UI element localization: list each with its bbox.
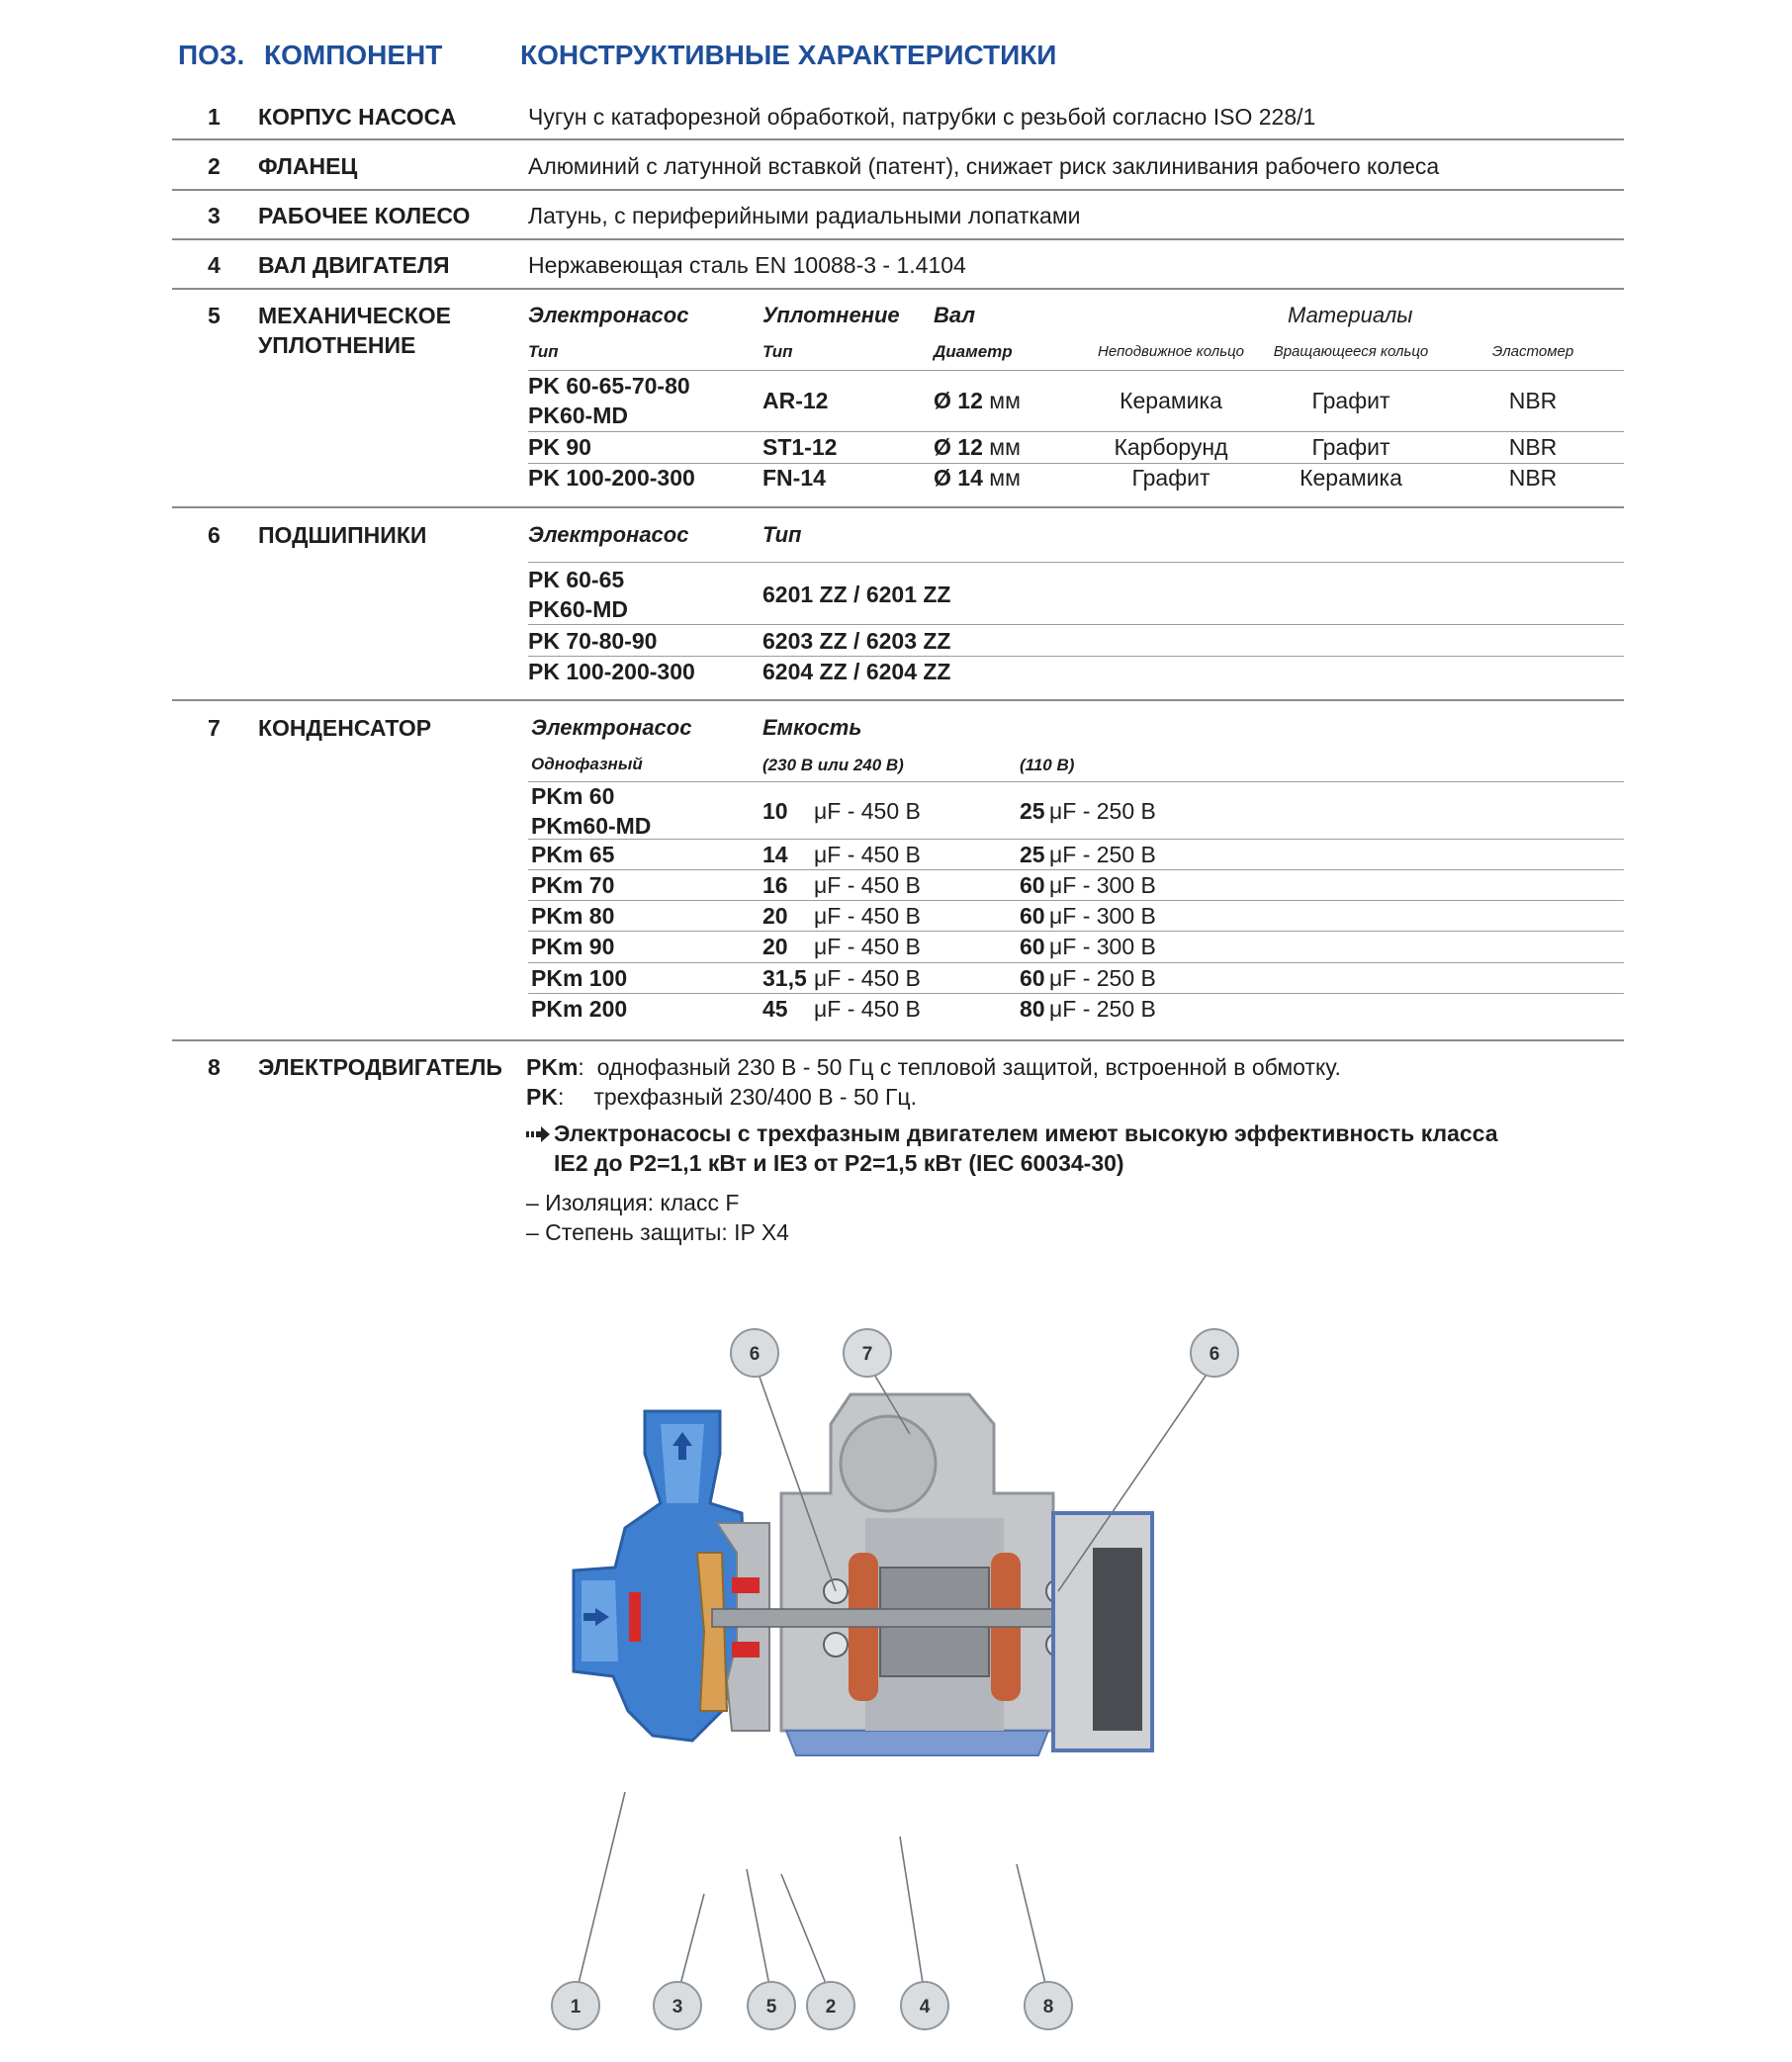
row-2-desc: Алюминий с латунной вставкой (патент), снижает риск заклинивания рабочего колеса — [528, 153, 1440, 179]
seal-row-2-dia — [934, 434, 1021, 461]
svg-text:7: 7 — [861, 1344, 873, 1365]
cap-row-2-c1: 14 — [762, 842, 788, 867]
divider — [528, 931, 1624, 932]
cap-row-7-u1: μF - 450 В — [814, 996, 921, 1022]
row-4-desc: Нержавеющая сталь EN 10088-3 - 1.4104 — [528, 252, 966, 278]
svg-text:4: 4 — [919, 1997, 931, 2017]
divider — [172, 238, 1624, 240]
cap-row-3-c2: 60 — [1020, 872, 1045, 898]
cap-row-1-c2: 25 — [1020, 798, 1045, 824]
row-7-name: КОНДЕНСАТОР — [258, 715, 432, 741]
header-pos: ПОЗ. — [178, 40, 245, 70]
row-8-num: 8 — [208, 1054, 221, 1080]
arrow-right-icon — [526, 1123, 552, 1145]
dia-value: Ø 14 — [934, 465, 983, 491]
divider — [528, 869, 1624, 870]
row-3-name: РАБОЧЕЕ КОЛЕСО — [258, 203, 471, 228]
seal-row-3-elast: NBR — [1508, 465, 1558, 491]
row-5-num: 5 — [208, 303, 221, 328]
divider — [528, 370, 1624, 371]
cap-row-2-c2: 25 — [1020, 842, 1045, 867]
bearing-row-1-pump2: PK60-MD — [528, 596, 628, 622]
fan-cover — [1053, 1513, 1152, 1750]
cap-row-1-pump1: PKm 60 — [531, 783, 615, 809]
dia-unit: мм — [989, 388, 1021, 413]
callout-pump-body — [552, 1982, 599, 2029]
svg-text:8: 8 — [1042, 1997, 1054, 2017]
cap-head-pump: Электронасос — [531, 715, 692, 740]
seal-sub-elastomer: Эластомер — [1491, 343, 1574, 360]
motor-insulation: – Изоляция: класс F — [526, 1190, 740, 1215]
cap-row-7-pump: PKm 200 — [531, 996, 628, 1022]
cap-row-2-u2: μF - 250 В — [1049, 842, 1156, 867]
divider — [528, 781, 1624, 782]
cap-row-6-c1: 31,5 — [762, 965, 807, 991]
row-2-name: ФЛАНЕЦ — [258, 153, 358, 179]
row-4-name: ВАЛ ДВИГАТЕЛЯ — [258, 252, 450, 278]
row-3-num: 3 — [208, 203, 221, 228]
seal-row-2-rot: Графит — [1311, 434, 1390, 460]
divider — [172, 138, 1624, 140]
callout-impeller — [654, 1982, 701, 2029]
divider — [528, 624, 1624, 625]
seal-row-2-seal: ST1-12 — [762, 434, 838, 460]
cap-row-1-u1: μF - 450 В — [814, 798, 921, 824]
header-component: КОМПОНЕНТ — [264, 40, 443, 70]
cap-row-1-u2: μF - 250 В — [1049, 798, 1156, 824]
pkm-label: PKm — [526, 1054, 579, 1080]
row-5-name-1: МЕХАНИЧЕСКОЕ — [258, 303, 451, 328]
cap-row-3-u2: μF - 300 В — [1049, 872, 1156, 898]
motor-note-line-2: IE2 до P2=1,1 кВт и IE3 от P2=1,5 кВт (IEC 60034-30) — [554, 1150, 1124, 1176]
seal-row-1-pump1: PK 60-65-70-80 — [528, 373, 690, 399]
motor-shaft — [712, 1609, 1098, 1627]
bearing-row-2-pump: PK 70-80-90 — [528, 628, 658, 654]
seal-head-materials: Материалы — [1288, 303, 1413, 327]
seal-row-3-pump: PK 100-200-300 — [528, 465, 695, 491]
bearing-row-3-pump: PK 100-200-300 — [528, 659, 695, 684]
bearing-row-1-pump1: PK 60-65 — [528, 567, 625, 592]
callout-flange — [807, 1982, 854, 2029]
bearing-head-pump: Электронасос — [528, 522, 689, 547]
dia-unit: мм — [989, 434, 1021, 460]
seal-sub-rotating: Вращающееся кольцо — [1273, 343, 1429, 360]
header-characteristics: КОНСТРУКТИВНЫЕ ХАРАКТЕРИСТИКИ — [520, 40, 1057, 70]
svg-text:3: 3 — [672, 1997, 683, 2017]
seal-sub-type: Тип — [528, 342, 559, 361]
svg-text:1: 1 — [570, 1997, 582, 2017]
cap-row-3-c1: 16 — [762, 872, 788, 898]
row-7-num: 7 — [208, 715, 221, 741]
divider — [172, 699, 1624, 701]
motor-note-line-1: Электронасосы с трехфазным двигателем имеют высокую эффективность класса — [554, 1121, 1498, 1146]
cap-row-7-u2: μF - 250 В — [1049, 996, 1156, 1022]
cap-row-5-u1: μF - 450 В — [814, 934, 921, 959]
dia-value: Ø 12 — [934, 388, 983, 413]
divider — [528, 431, 1624, 432]
cap-row-4-c2: 60 — [1020, 903, 1045, 929]
cap-row-4-u1: μF - 450 В — [814, 903, 921, 929]
row-5-name-2: УПЛОТНЕНИЕ — [258, 332, 416, 358]
cap-row-6-u1: μF - 450 В — [814, 965, 921, 991]
row-1-name: КОРПУС НАСОСА — [258, 104, 457, 130]
pump-cutaway-diagram — [534, 1315, 1220, 2037]
pkm-text: однофазный 230 В - 50 Гц с тепловой защитой, встроенной в обмотку. — [596, 1054, 1341, 1080]
svg-text:2: 2 — [825, 1997, 837, 2017]
row-3-desc: Латунь, с периферийными радиальными лопатками — [528, 203, 1081, 228]
divider — [528, 993, 1624, 994]
cap-row-5-c2: 60 — [1020, 934, 1045, 959]
callout-bearing-rear — [1191, 1329, 1238, 1377]
motor-pkm-line: PKm: однофазный 230 В - 50 Гц с тепловой защитой, встроенной в обмотку. — [526, 1054, 1341, 1080]
svg-text:5: 5 — [765, 1997, 777, 2017]
cap-row-5-c1: 20 — [762, 934, 788, 959]
svg-text:6: 6 — [1209, 1344, 1220, 1365]
callout-motor-shaft — [901, 1982, 948, 2029]
divider — [172, 1039, 1624, 1041]
callout-electric-motor — [1025, 1982, 1072, 2029]
seal-sub-seal-type: Тип — [762, 342, 793, 361]
row-1-desc: Чугун с катафорезной обработкой, патрубки с резьбой согласно ISO 228/1 — [528, 104, 1316, 130]
motor-protection: – Степень защиты: IP X4 — [526, 1219, 789, 1245]
seal-row-1-fixed: Керамика — [1120, 388, 1222, 413]
row-8-name: ЭЛЕКТРОДВИГАТЕЛЬ — [258, 1054, 502, 1080]
seal-row-3-rot: Керамика — [1299, 465, 1402, 491]
cap-row-6-c2: 60 — [1020, 965, 1045, 991]
seal-row-1-seal: AR-12 — [762, 388, 829, 413]
cap-row-6-u2: μF - 250 В — [1049, 965, 1156, 991]
callout-bearing-front — [731, 1329, 778, 1377]
seal-row-1-dia — [934, 388, 1021, 414]
seal-row-1-rot: Графит — [1311, 388, 1390, 413]
seal-sub-diameter: Диаметр — [934, 342, 1013, 361]
seal-row-1-pump2: PK60-MD — [528, 403, 628, 428]
motor-pk-line: PK: трехфазный 230/400 В - 50 Гц. — [526, 1084, 917, 1110]
row-2-num: 2 — [208, 153, 221, 179]
bearing-row-1-type: 6201 ZZ / 6201 ZZ — [762, 582, 951, 607]
cap-row-4-c1: 20 — [762, 903, 788, 929]
cap-sub-single: Однофазный — [531, 755, 643, 773]
cap-row-3-pump: PKm 70 — [531, 872, 615, 898]
divider — [172, 288, 1624, 290]
seal-head-pump: Электронасос — [528, 303, 689, 327]
cap-row-5-pump: PKm 90 — [531, 934, 615, 959]
divider — [528, 962, 1624, 963]
cap-row-1-pump2: PKm60-MD — [531, 813, 652, 839]
divider — [528, 562, 1624, 563]
pk-label: PK — [526, 1084, 558, 1110]
cap-row-2-pump: PKm 65 — [531, 842, 615, 867]
seal-row-2-pump: PK 90 — [528, 434, 591, 460]
seal-sub-fixed: Неподвижное кольцо — [1097, 343, 1245, 360]
bearing-row-2-type: 6203 ZZ / 6203 ZZ — [762, 628, 951, 654]
row-6-num: 6 — [208, 522, 221, 548]
cap-row-7-c2: 80 — [1020, 996, 1045, 1022]
divider — [172, 189, 1624, 191]
divider — [528, 900, 1624, 901]
cap-row-2-u1: μF - 450 В — [814, 842, 921, 867]
cap-head-capacity: Емкость — [762, 715, 862, 740]
divider — [528, 656, 1624, 657]
cap-row-1-c1: 10 — [762, 798, 788, 824]
cap-row-3-u1: μF - 450 В — [814, 872, 921, 898]
row-4-num: 4 — [208, 252, 221, 278]
cap-row-4-u2: μF - 300 В — [1049, 903, 1156, 929]
svg-text:6: 6 — [749, 1344, 761, 1365]
cap-sub-110: (110 В) — [1020, 756, 1075, 774]
seal-row-3-seal: FN-14 — [762, 465, 826, 491]
row-1-num: 1 — [208, 104, 221, 130]
cap-row-6-pump: PKm 100 — [531, 965, 628, 991]
divider — [528, 463, 1624, 464]
cap-row-5-u2: μF - 300 В — [1049, 934, 1156, 959]
callout-capacitor — [844, 1329, 891, 1377]
callout-mechanical-seal — [748, 1982, 795, 2029]
dia-value: Ø 12 — [934, 434, 983, 460]
cap-row-4-pump: PKm 80 — [531, 903, 615, 929]
seal-row-3-fixed: Графит — [1131, 465, 1210, 491]
seal-head-shaft: Вал — [934, 303, 976, 327]
seal-head-seal: Уплотнение — [762, 303, 900, 327]
divider — [172, 506, 1624, 508]
pk-text: трехфазный 230/400 В - 50 Гц. — [593, 1084, 917, 1110]
dia-unit: мм — [989, 465, 1021, 491]
divider — [528, 839, 1624, 840]
seal-row-3-dia — [934, 465, 1021, 492]
seal-row-2-fixed: Карборунд — [1114, 434, 1228, 460]
seal-row-1-elast: NBR — [1508, 388, 1558, 413]
cap-row-7-c1: 45 — [762, 996, 788, 1022]
row-6-name: ПОДШИПНИКИ — [258, 522, 427, 548]
bearing-row-3-type: 6204 ZZ / 6204 ZZ — [762, 659, 951, 684]
cap-sub-230: (230 В или 240 В) — [762, 756, 904, 774]
seal-row-2-elast: NBR — [1508, 434, 1558, 460]
bearing-head-type: Тип — [762, 522, 802, 547]
